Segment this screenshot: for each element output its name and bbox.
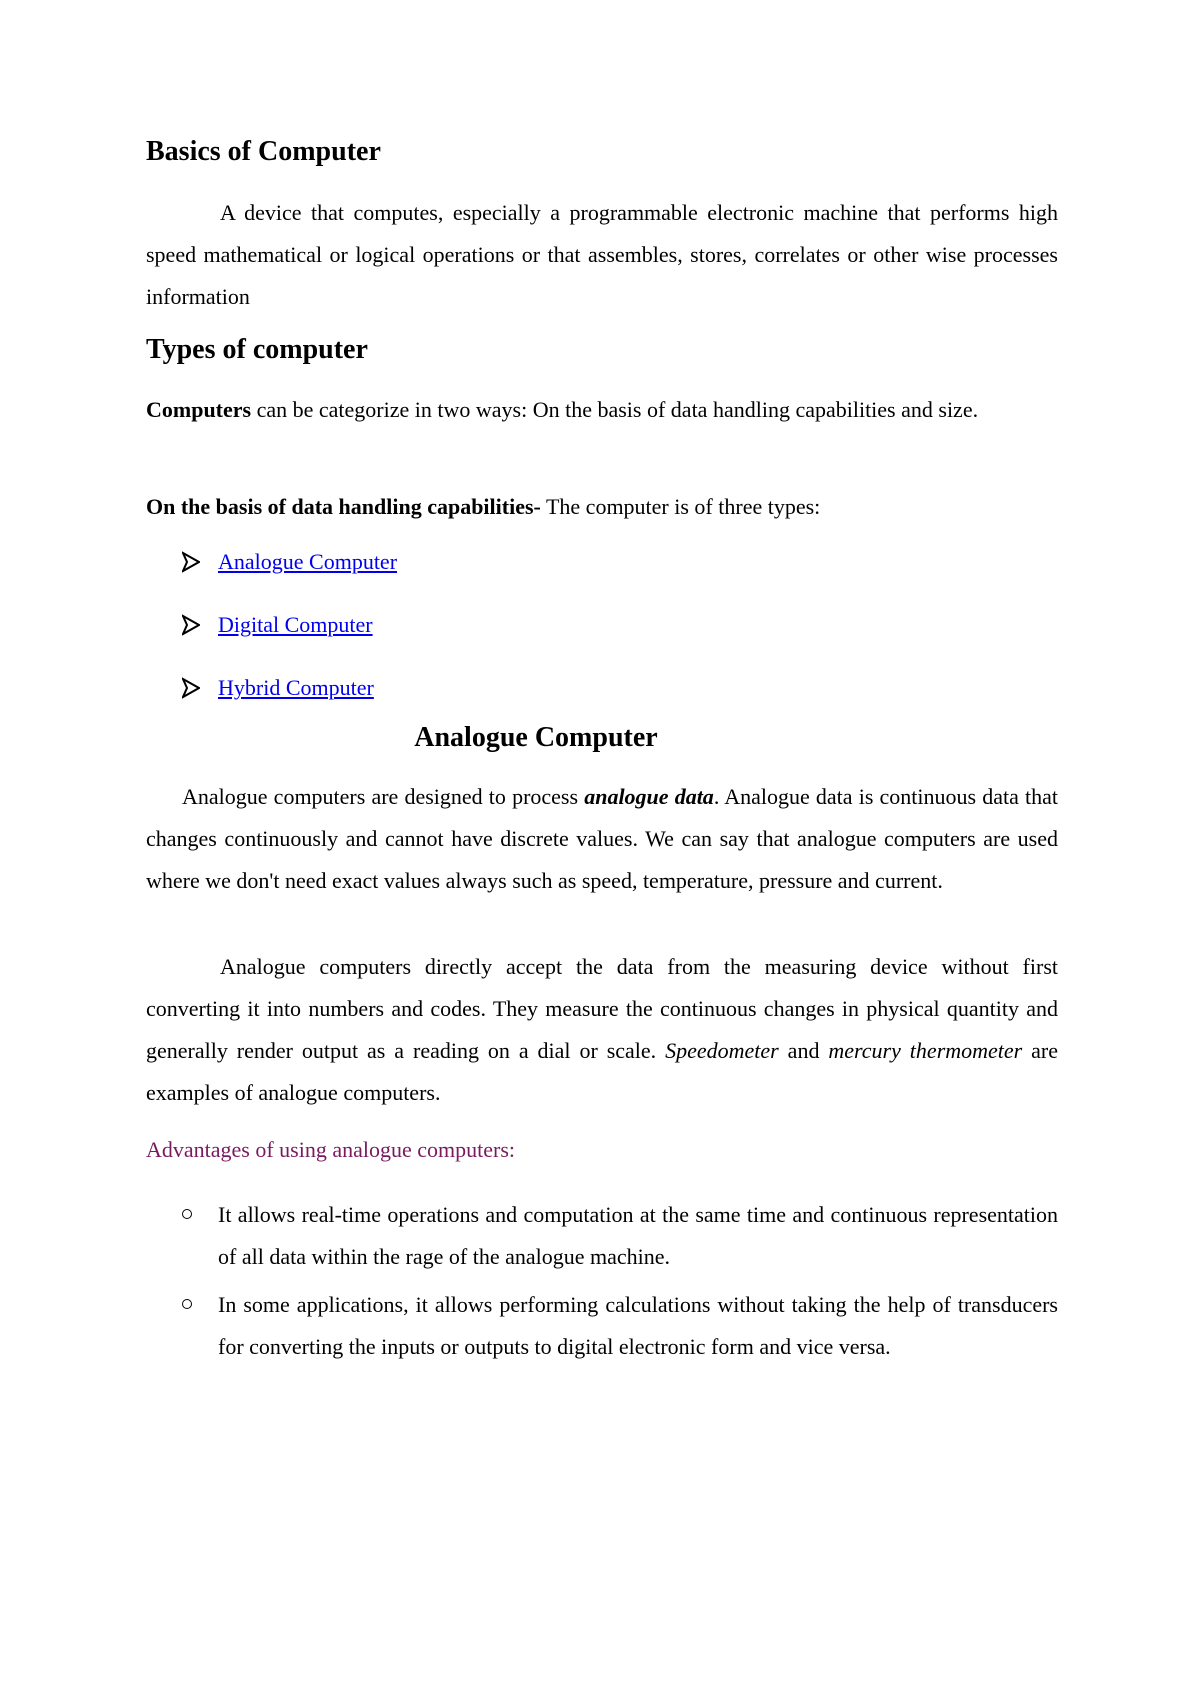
analogue-data-emphasis: analogue data: [584, 784, 714, 809]
advantage-text: In some applications, it allows performing calculations without taking the help of transducers for converting the inputs or outputs to digital electronic form and vice versa.: [218, 1292, 1058, 1359]
intro-paragraph: A device that computes, especially a programmable electronic machine that performs high speed mathematical or logical operations or that assembles, stores, correlates or other wise processes information: [146, 200, 1058, 309]
analogue-p2-and: and: [778, 1038, 829, 1063]
analogue-p2-text-a: Analogue computers directly accept the data from the measuring device without first converting it into numbers and codes. They measure the continuous changes in physical quantity and generally render output as a reading on a dial or scale.: [146, 954, 1058, 1063]
arrowhead-bullet-icon: [182, 614, 200, 636]
arrowhead-bullet-icon: [182, 551, 200, 573]
advantage-text: It allows real-time operations and computation at the same time and continuous representation of all data within the rage of the analogue machine.: [218, 1202, 1058, 1269]
speedometer-emphasis: Speedometer: [665, 1038, 779, 1063]
analogue-heading: Analogue Computer: [414, 722, 658, 753]
advantages-list: [182, 1194, 1058, 1374]
analogue-paragraph-1: [146, 776, 1058, 902]
analogue-p2-text-b: are examples of analogue computers.: [146, 1038, 1059, 1105]
list-item: [182, 1284, 1058, 1368]
list-item: [182, 611, 397, 674]
list-item: [182, 1194, 1058, 1278]
analogue-paragraph-2: [146, 946, 1058, 1114]
circle-bullet-icon: [182, 1209, 192, 1219]
basis-bold-lead: On the basis of data handling capabilities-: [146, 494, 541, 519]
categorize-bold-lead: Computers: [146, 397, 252, 422]
categorize-paragraph: [146, 389, 1058, 431]
thermometer-emphasis: mercury thermometer: [828, 1038, 1023, 1063]
types-heading: Types of computer: [146, 334, 368, 365]
basis-line: [146, 486, 1058, 528]
analogue-p1-text-a: Analogue computers are designed to process: [182, 784, 585, 809]
arrowhead-bullet-icon: [182, 677, 200, 699]
computer-types-list: [182, 548, 397, 737]
hybrid-computer-link[interactable]: Hybrid Computer: [218, 675, 374, 700]
analogue-computer-link[interactable]: Analogue Computer: [218, 549, 398, 574]
advantages-heading: Advantages of using analogue computers:: [146, 1137, 516, 1162]
page-title: Basics of Computer: [146, 136, 381, 167]
digital-computer-link[interactable]: Digital Computer: [218, 612, 373, 637]
basis-rest: The computer is of three types:: [540, 494, 821, 519]
categorize-rest: can be categorize in two ways: On the basis of data handling capabilities and size.: [251, 397, 979, 422]
list-item: [182, 548, 397, 611]
analogue-p1-text-b: . Analogue data is continuous data that changes continuously and cannot have discrete values. We can say that analogue computers are used where we don't need exact values always such as speed, temperature, pressure and current.: [146, 784, 1058, 893]
circle-bullet-icon: [182, 1299, 192, 1309]
document-page: [146, 0, 1058, 1696]
